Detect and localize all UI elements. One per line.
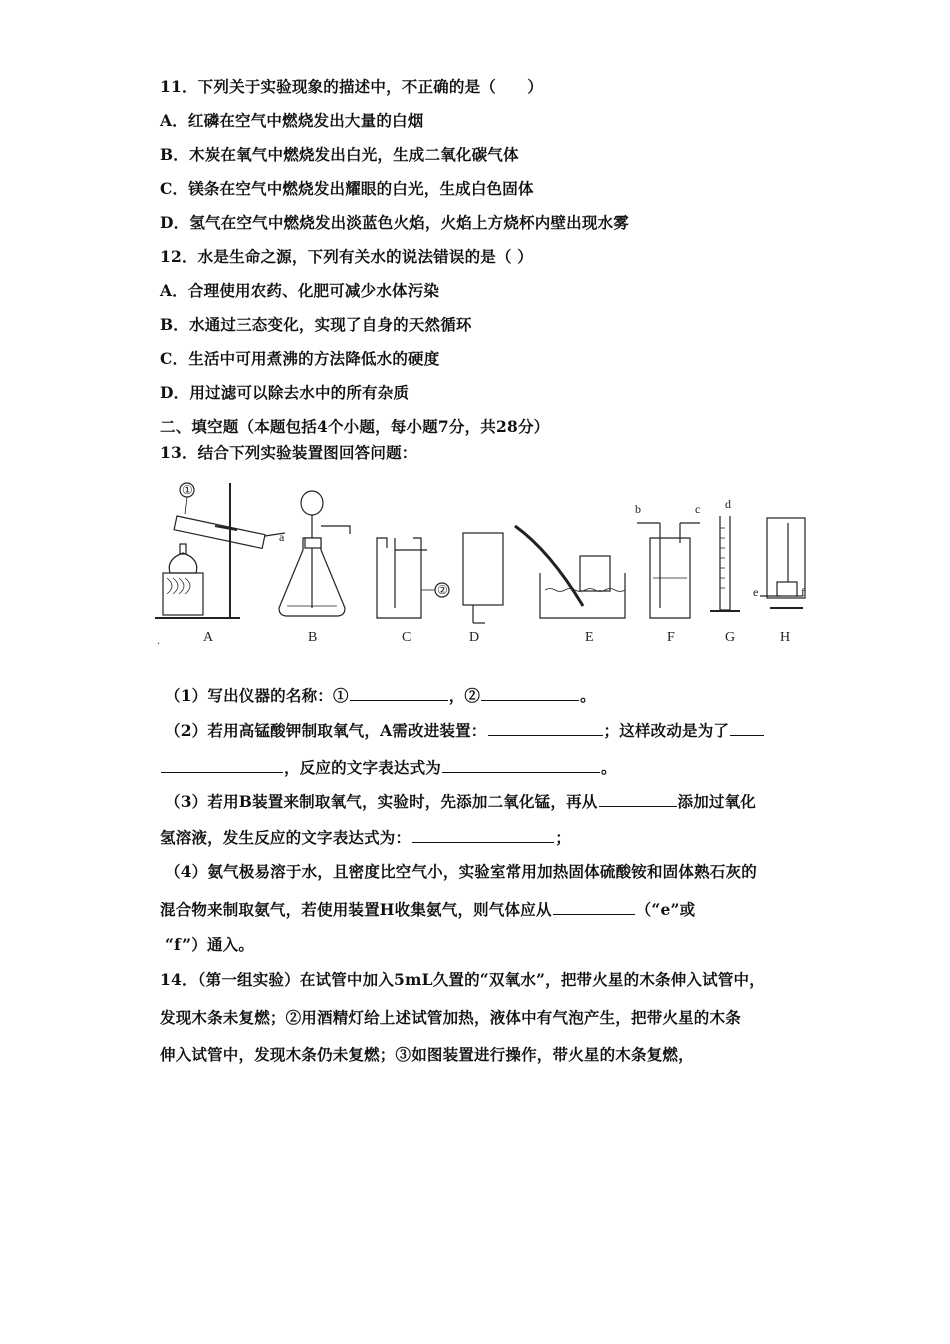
label-d: D [469, 630, 480, 645]
apparatus-h [753, 518, 805, 608]
answer-blank[interactable] [488, 720, 603, 736]
label-h: H [780, 630, 791, 645]
label-c: C [402, 630, 412, 645]
apparatus-figure [155, 478, 815, 653]
q12-option-d: D．用过滤可以除去水中的所有杂质 [160, 383, 410, 402]
q11-option-d: D．氢气在空气中燃烧发出淡蓝色火焰，火焰上方烧杯内壁出现水雾 [160, 213, 629, 232]
label-g: G [725, 630, 736, 645]
mark-2: ② [437, 583, 448, 597]
apparatus-d [463, 533, 503, 623]
q13-part-4-line-1: （4）氨气极易溶于水，且密度比空气小，实验室常用加热固体硫酸铵和固体熟石灰的 [165, 862, 757, 881]
mark-d: d [725, 497, 731, 511]
figure-dot: . [157, 633, 160, 647]
q13-stem: 13．结合下列实验装置图回答问题： [160, 443, 418, 462]
apparatus-b [279, 491, 350, 616]
q14-line-1: 14．（第一组实验）在试管中加入5mL久置的“双氧水”，把带火星的木条伸入试管中， [160, 970, 765, 989]
q12-option-a: A．合理使用农药、化肥可减少水体污染 [160, 281, 440, 300]
apparatus-c [377, 538, 449, 618]
q12-option-b: B．水通过三态变化，实现了自身的天然循环 [160, 315, 472, 334]
mark-f: f [801, 585, 805, 599]
label-b: B [308, 630, 318, 645]
apparatus-g [710, 497, 740, 611]
label-e: E [585, 630, 594, 645]
q13-part-4-line-2: 混合物来制取氨气，若使用装置H收集氨气，则气体应从 （“e”或 [160, 900, 696, 919]
q12-stem: 12．水是生命之源，下列有关水的说法错误的是（ ） [160, 247, 533, 266]
answer-blank[interactable] [730, 720, 764, 736]
answer-blank[interactable] [442, 757, 600, 773]
mark-c: c [695, 502, 701, 516]
answer-blank[interactable] [412, 827, 554, 843]
q13-part-3-line-1: （3）若用B装置来制取氧气，实验时，先添加二氧化锰，再从 添加过氧化 [165, 792, 757, 811]
apparatus-f [635, 502, 700, 618]
apparatus-e [515, 526, 625, 618]
answer-blank[interactable] [481, 685, 579, 701]
q11-option-c: C．镁条在空气中燃烧发出耀眼的白光，生成白色固体 [160, 179, 534, 198]
q13-part-1: （1）写出仪器的名称：① ，② 。 [165, 686, 596, 705]
section-heading: 二、填空题（本题包括4个小题，每小题7分，共28分） [160, 417, 550, 436]
answer-blank[interactable] [161, 757, 283, 773]
mark-a: a [279, 530, 285, 544]
mark-1: ① [182, 483, 193, 497]
label-f: F [667, 630, 675, 645]
q13-part-2-line-1: （2）若用高锰酸钾制取氧气，A需改进装置： ；这样改动是为了 [165, 720, 765, 741]
answer-blank[interactable] [553, 899, 635, 915]
apparatus-a [155, 483, 285, 618]
answer-blank[interactable] [350, 685, 448, 701]
label-a: A [203, 630, 214, 645]
q11-stem: 11．下列关于实验现象的描述中，不正确的是（ ） [160, 77, 544, 96]
answer-blank[interactable] [599, 791, 677, 807]
q13-part-4-line-3: “f”）通入。 [165, 935, 255, 954]
q11-option-a: A．红磷在空气中燃烧发出大量的白烟 [160, 111, 424, 130]
q13-part-2-line-2: ，反应的文字表达式为 。 [160, 757, 617, 778]
q11-option-b: B．木炭在氧气中燃烧发出白光，生成二氧化碳气体 [160, 145, 519, 164]
mark-e: e [753, 585, 759, 599]
q12-option-c: C．生活中可用煮沸的方法降低水的硬度 [160, 349, 440, 368]
q13-part-3-line-2: 氢溶液，发生反应的文字表达式为： ； [160, 828, 571, 847]
q14-line-3: 伸入试管中，发现木条仍未复燃；③如图装置进行操作，带火星的木条复燃， [160, 1045, 694, 1064]
q14-line-2: 发现木条未复燃；②用酒精灯给上述试管加热，液体中有气泡产生，把带火星的木条 [160, 1008, 741, 1027]
mark-b: b [635, 502, 641, 516]
